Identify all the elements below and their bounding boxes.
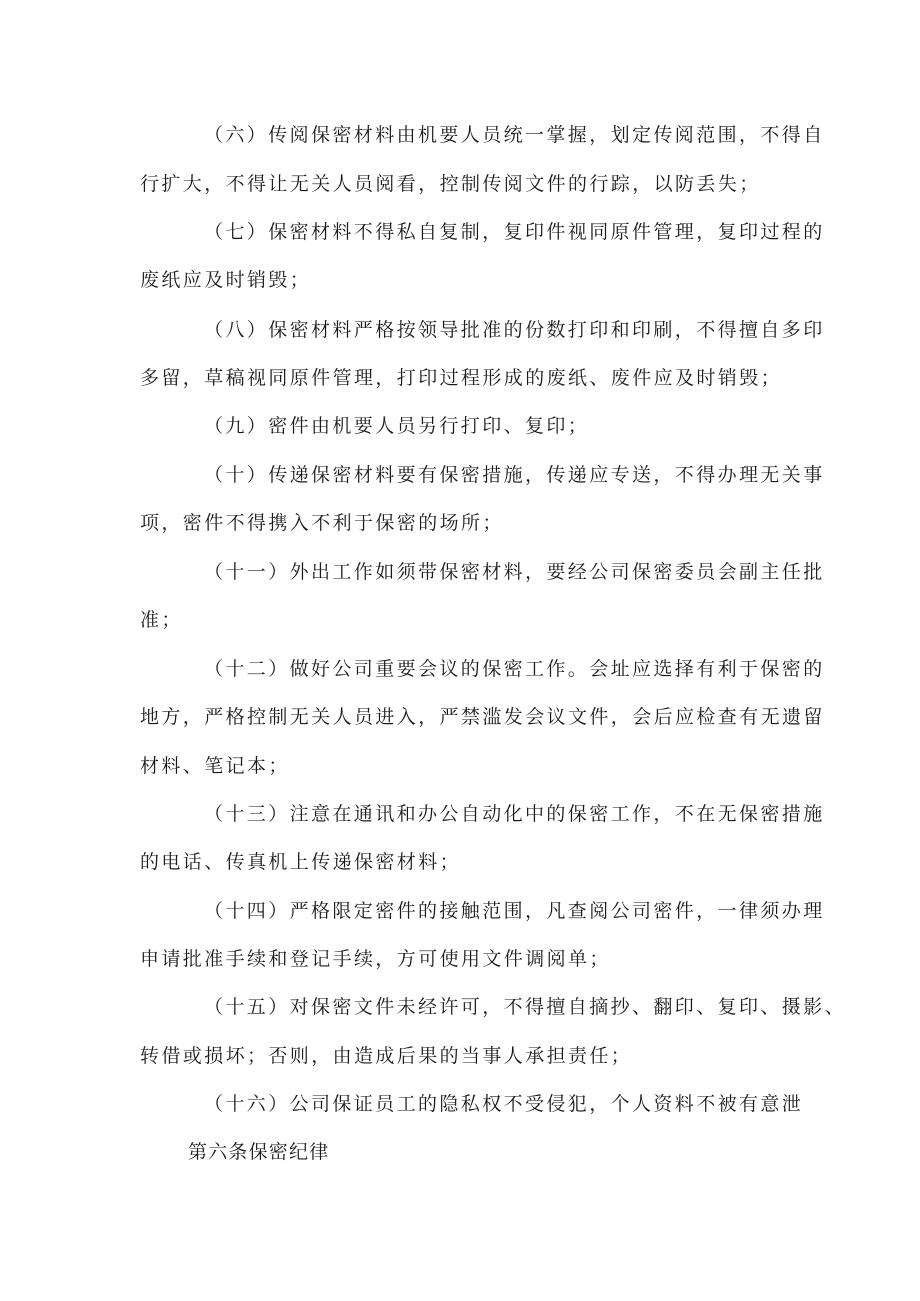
section-heading: 第六条保密纪律: [188, 1141, 330, 1163]
paragraph-16-line-1: （十六）公司保证员工的隐私权不受侵犯，个人资料不被有意泄: [204, 1093, 804, 1115]
paragraph-9-line-1: （九）密件由机要人员另行打印、复印；: [204, 415, 590, 437]
paragraph-11-line-2: 准；: [140, 609, 183, 631]
paragraph-6-line-1: （六）传阅保密材料由机要人员统一掌握，划定传阅范围，不得自: [204, 124, 825, 146]
paragraph-13-line-2: 的电话、传真机上传递保密材料；: [140, 851, 462, 873]
paragraph-14-line-1: （十四）严格限定密件的接触范围，凡查阅公司密件，一律须办理: [204, 900, 825, 922]
paragraph-12-line-2: 地方，严格控制无关人员进入，严禁滥发会议文件，会后应检查有无遗留: [140, 706, 825, 728]
paragraph-10-line-2: 项，密件不得携入不利于保密的场所；: [140, 512, 504, 534]
paragraph-13-line-1: （十三）注意在通讯和办公自动化中的保密工作，不在无保密措施: [204, 803, 825, 825]
paragraph-6-line-2: 行扩大，不得让无关人员阅看，控制传阅文件的行踪，以防丢失；: [140, 173, 761, 195]
paragraph-8-line-2: 多留，草稿视同原件管理，打印过程形成的废纸、废件应及时销毁；: [140, 367, 783, 389]
paragraph-15-line-2: 转借或损坏；否则，由造成后果的当事人承担责任；: [140, 1045, 633, 1067]
paragraph-10-line-1: （十）传递保密材料要有保密措施，传递应专送，不得办理无关事: [204, 464, 825, 486]
paragraph-12-line-3: 材料、笔记本；: [140, 755, 290, 777]
paragraph-11-line-1: （十一）外出工作如须带保密材料，要经公司保密委员会副主任批: [204, 561, 825, 583]
paragraph-8-line-1: （八）保密材料严格按领导批准的份数打印和印刷，不得擅自多印: [204, 319, 825, 341]
paragraph-15-line-1: （十五）对保密文件未经许可，不得擅自摘抄、翻印、复印、摄影、: [204, 996, 847, 1018]
paragraph-7-line-2: 废纸应及时销毁；: [140, 269, 312, 291]
paragraph-7-line-1: （七）保密材料不得私自复制，复印件视同原件管理，复印过程的: [204, 221, 825, 243]
paragraph-14-line-2: 申请批准手续和登记手续，方可使用文件调阅单；: [140, 948, 611, 970]
paragraph-12-line-1: （十二）做好公司重要会议的保密工作。会址应选择有利于保密的: [204, 658, 825, 680]
